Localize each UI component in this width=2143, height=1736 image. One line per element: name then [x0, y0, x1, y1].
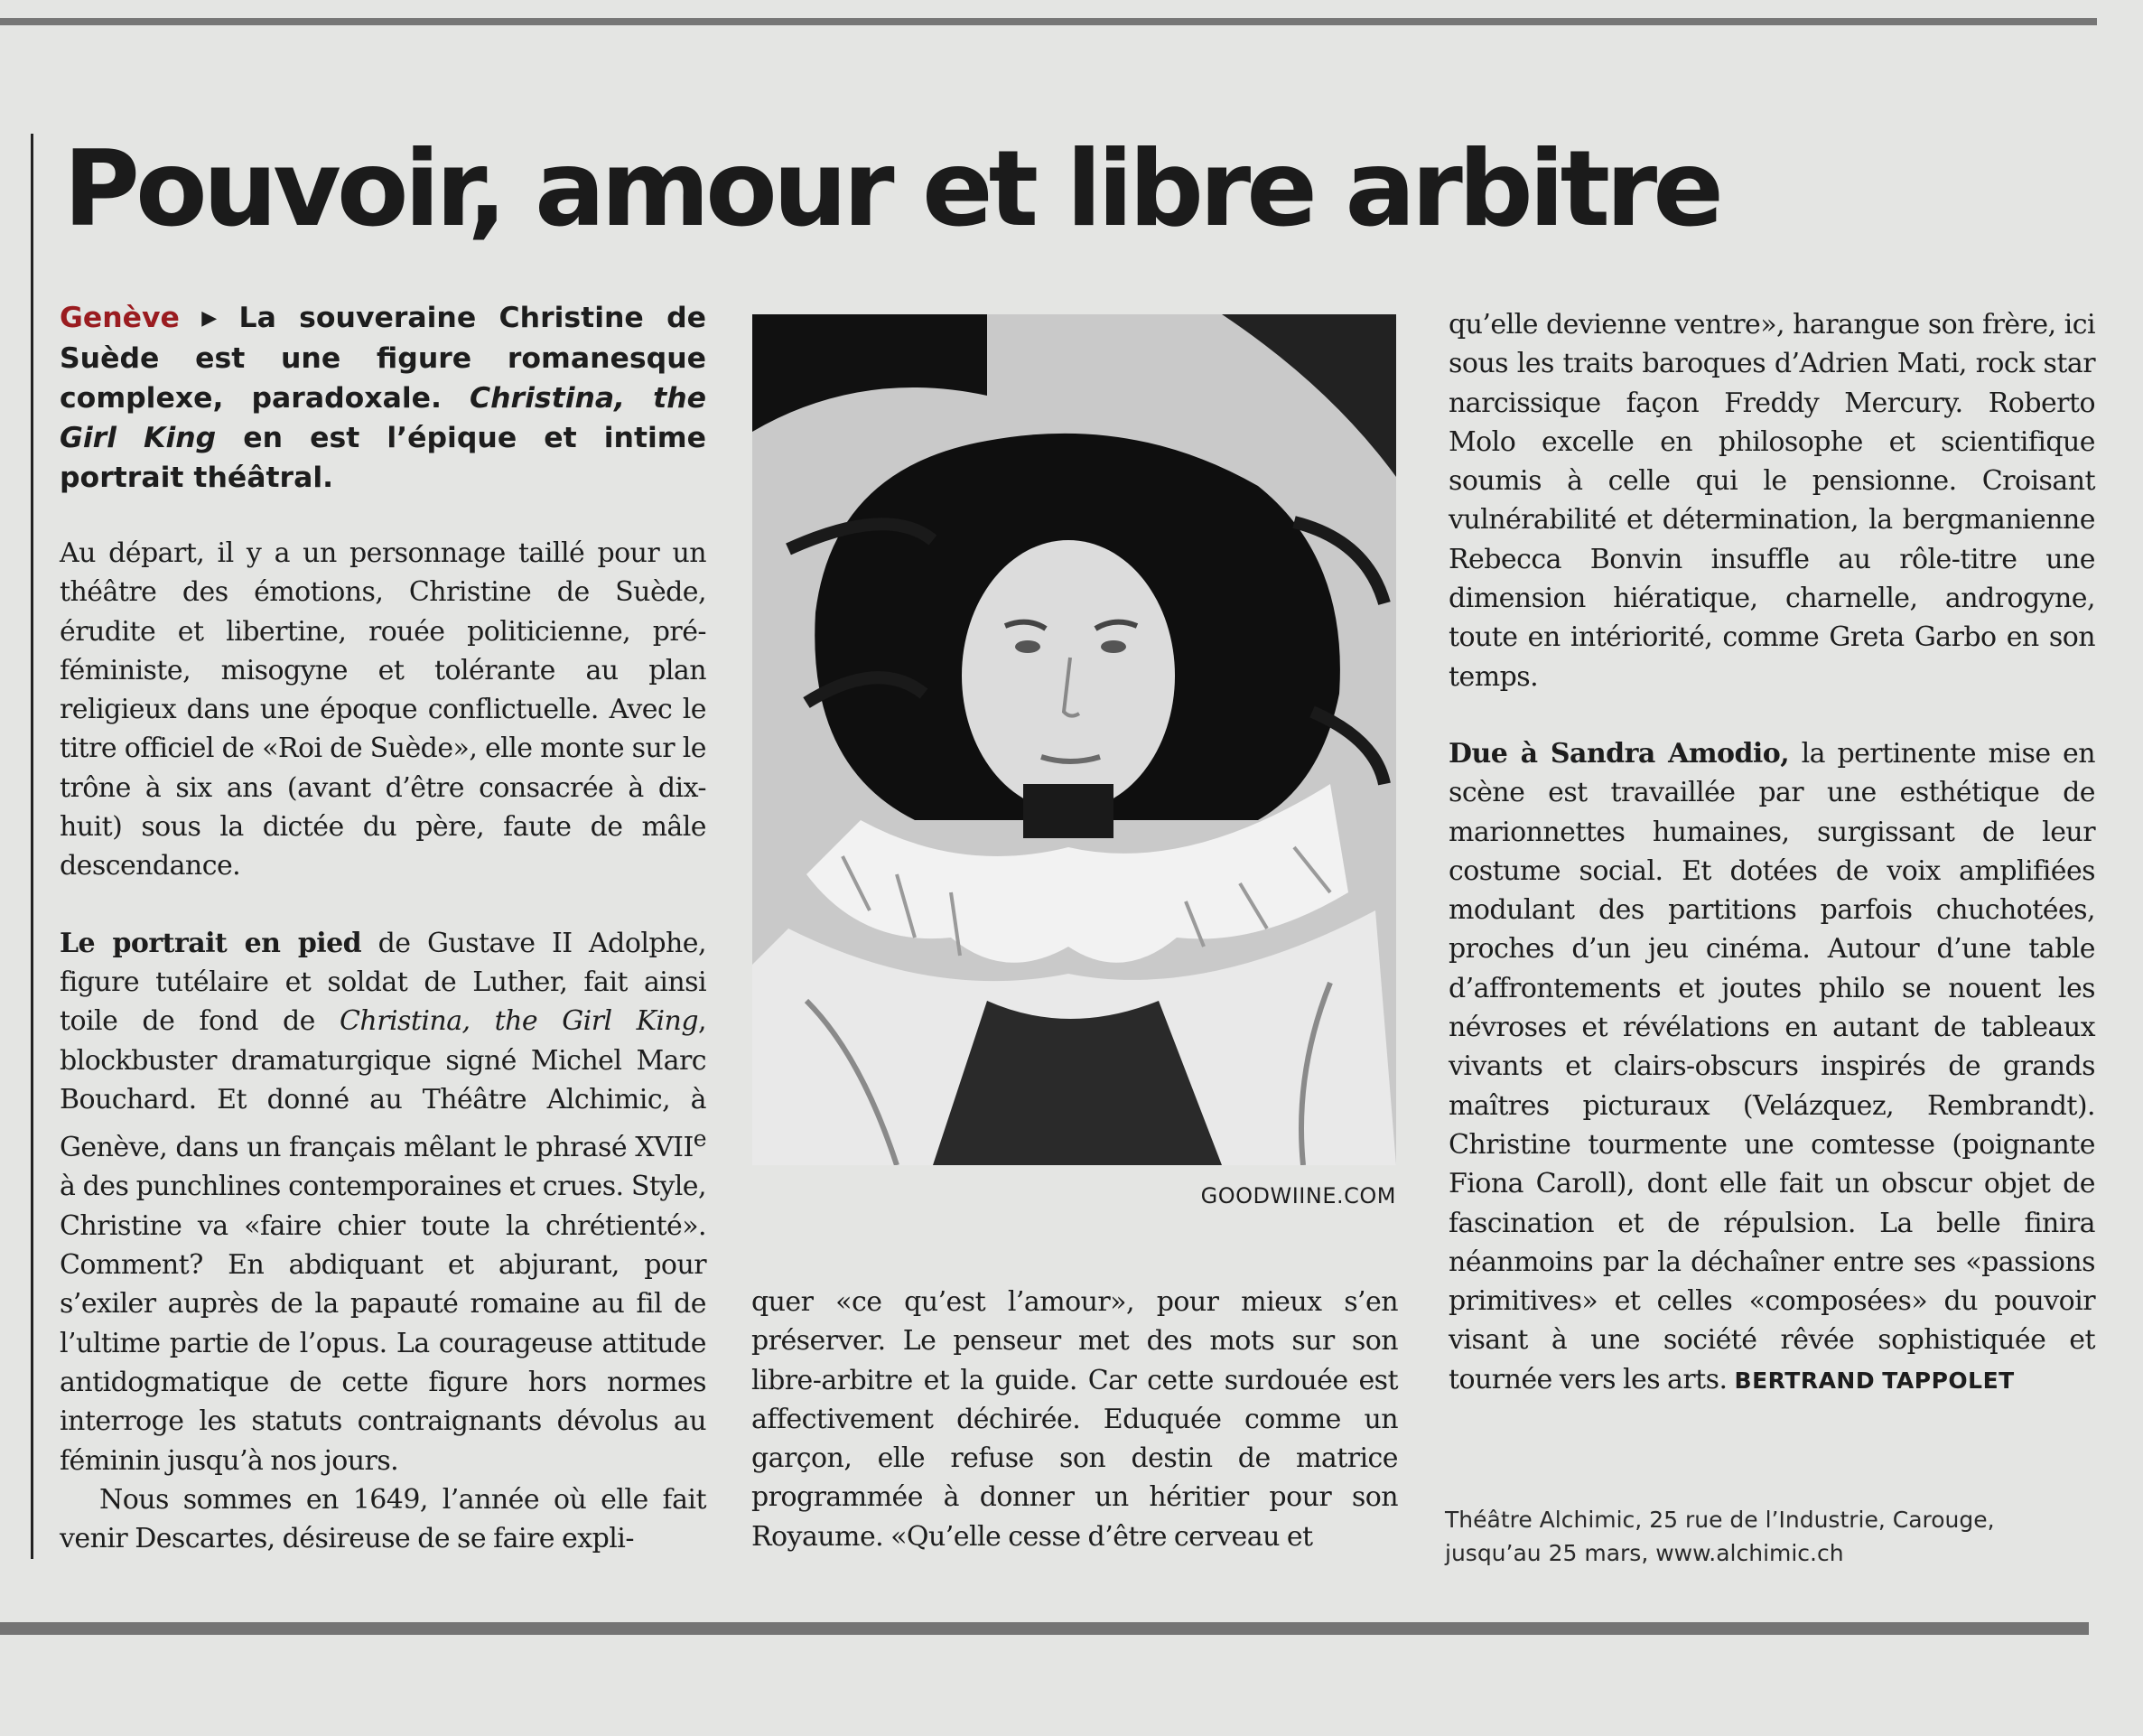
arrow-icon: ▶	[188, 307, 230, 330]
author-signature: BERTRAND TAPPOLET	[1734, 1367, 2015, 1394]
paragraph-4-lead-in: Due à Sandra Amodio,	[1449, 737, 1790, 770]
venue-info	[1445, 1503, 2077, 1570]
lead-text-1: La souveraine Christine de Suède est une figure romanesque complexe, paradoxale.	[60, 302, 707, 415]
bottom-rule	[0, 1622, 2089, 1635]
lead-play-title: Christina, the Girl King	[60, 382, 706, 454]
location-kicker: Genève	[60, 302, 180, 334]
left-column-rule	[31, 134, 33, 1559]
lead-paragraph	[60, 298, 706, 498]
venue-info-line-2: jusqu’au 25 mars, www.alchimic.ch	[1445, 1540, 1844, 1566]
paragraph-4	[1449, 734, 2095, 1400]
paragraph-2-text-c: à des punchlines contemporaines et crues. Style, Christine va «faire chier toute la chrétienté». Comment? En abdiquant et abjurant, pour s’exiler auprès de la papauté romaine au fil de l’ultime partie de l’opus. La courageuse attitude antidogmatique de cette figure hors normes interroge les statuts contraignants dévolus au féminin jusqu’à nos jours.	[60, 1171, 706, 1477]
top-rule	[0, 18, 2097, 25]
portrait-illustration	[752, 314, 1396, 1165]
lead-text-2: en est l’épique et intime portrait théâtral.	[60, 422, 706, 494]
column-2	[751, 1283, 1398, 1556]
venue-info-line-1: Théâtre Alchimic, 25 rue de l’Industrie, Carouge,	[1445, 1507, 1995, 1533]
paragraph-1: Au départ, il y a un personnage taillé pour un théâtre des émotions, Christine de Suède, érudite et libertine, rouée politicienne, pré-féministe, misogyne et tolérante au plan religieux dans une époque conflictuelle. Avec le titre officiel de «Roi de Suède», elle monte sur le trône à six ans (avant d’être consacrée à dix-huit) sous la dictée du père, faute de mâle descendance.	[60, 537, 706, 882]
paragraph-3-part-2: quer «ce qu’est l’amour», pour mieux s’en préserver. Le penseur met des mots sur son libre-arbitre et la guide. Car cette surdouée est affectivement déchirée. Eduquée comme un garçon, elle refuse son destin de matrice programmée à donner un héritier pour son Royaume. «Qu’elle cesse d’être cerveau et	[751, 1286, 1398, 1553]
paragraph-3-part-3: qu’elle devienne ventre», harangue son frère, ici sous les traits baroques d’Adrien Mati, rock star narcissique façon Freddy Mercury. Roberto Molo excelle en philosophe et scientifique soumis à celle qui le pensionne. Croisant vulnérabilité et détermination, la bergmanienne Rebecca Bonvin insuffle au rôle-titre une dimension hiératique, charnelle, androgyne, toute en intériorité, comme Greta Garbo en son temps.	[1449, 309, 2095, 693]
paragraph-2-play-title: Christina, the Girl King	[340, 1005, 698, 1038]
paragraph-3-part-1: Nous sommes en 1649, l’année où elle fait venir Descartes, désireuse de se faire expli-	[60, 1483, 706, 1555]
photo-credit: GOODWIINE.COM	[1200, 1183, 1396, 1209]
paragraph-2-text-a: de Gustave II Adolphe, figure tutélaire et soldat de Luther, fait ainsi toile de fond de	[60, 927, 706, 1038]
article-photo	[752, 314, 1396, 1165]
paragraph-2-lead-in: Le portrait en pied	[60, 927, 362, 959]
column-1	[60, 298, 706, 1558]
column-3	[1449, 305, 2095, 1400]
century-superscript: e	[693, 1125, 706, 1153]
paragraph-2-text-b: , blockbuster dramaturgique signé Michel Marc Bouchard. Et donné au Théâtre Alchimic, à Genève, dans un français mêlant le phrasé XVII	[60, 1005, 706, 1164]
headline: Pouvoir, amour et libre arbitre	[63, 128, 1719, 250]
paragraph-4-text: la pertinente mise en scène est travaillée par une esthétique de marionnettes humaines, surgissant de leur costume social. Et dotées de voix amplifiées modulant des partitions parfois chuchotées, proches d’un jeu cinéma. Autour d’une table d’affrontements et joutes philo se nouent les névroses et révélations en autant de tableaux vivants et clairs-obscurs inspirés de grands maîtres picturaux (Velázquez, Rembrandt). Christine tourmente une comtesse (poignante Fiona Caroll), dont elle fait un obscur objet de fascination et de répulsion. La belle finira néanmoins par la déchaîner entre ses «passions primitives» et celles «composées» du pouvoir visant à une société rêvée sophistiquée et tournée vers les arts.	[1449, 737, 2095, 1395]
paragraph-2	[60, 924, 706, 1480]
